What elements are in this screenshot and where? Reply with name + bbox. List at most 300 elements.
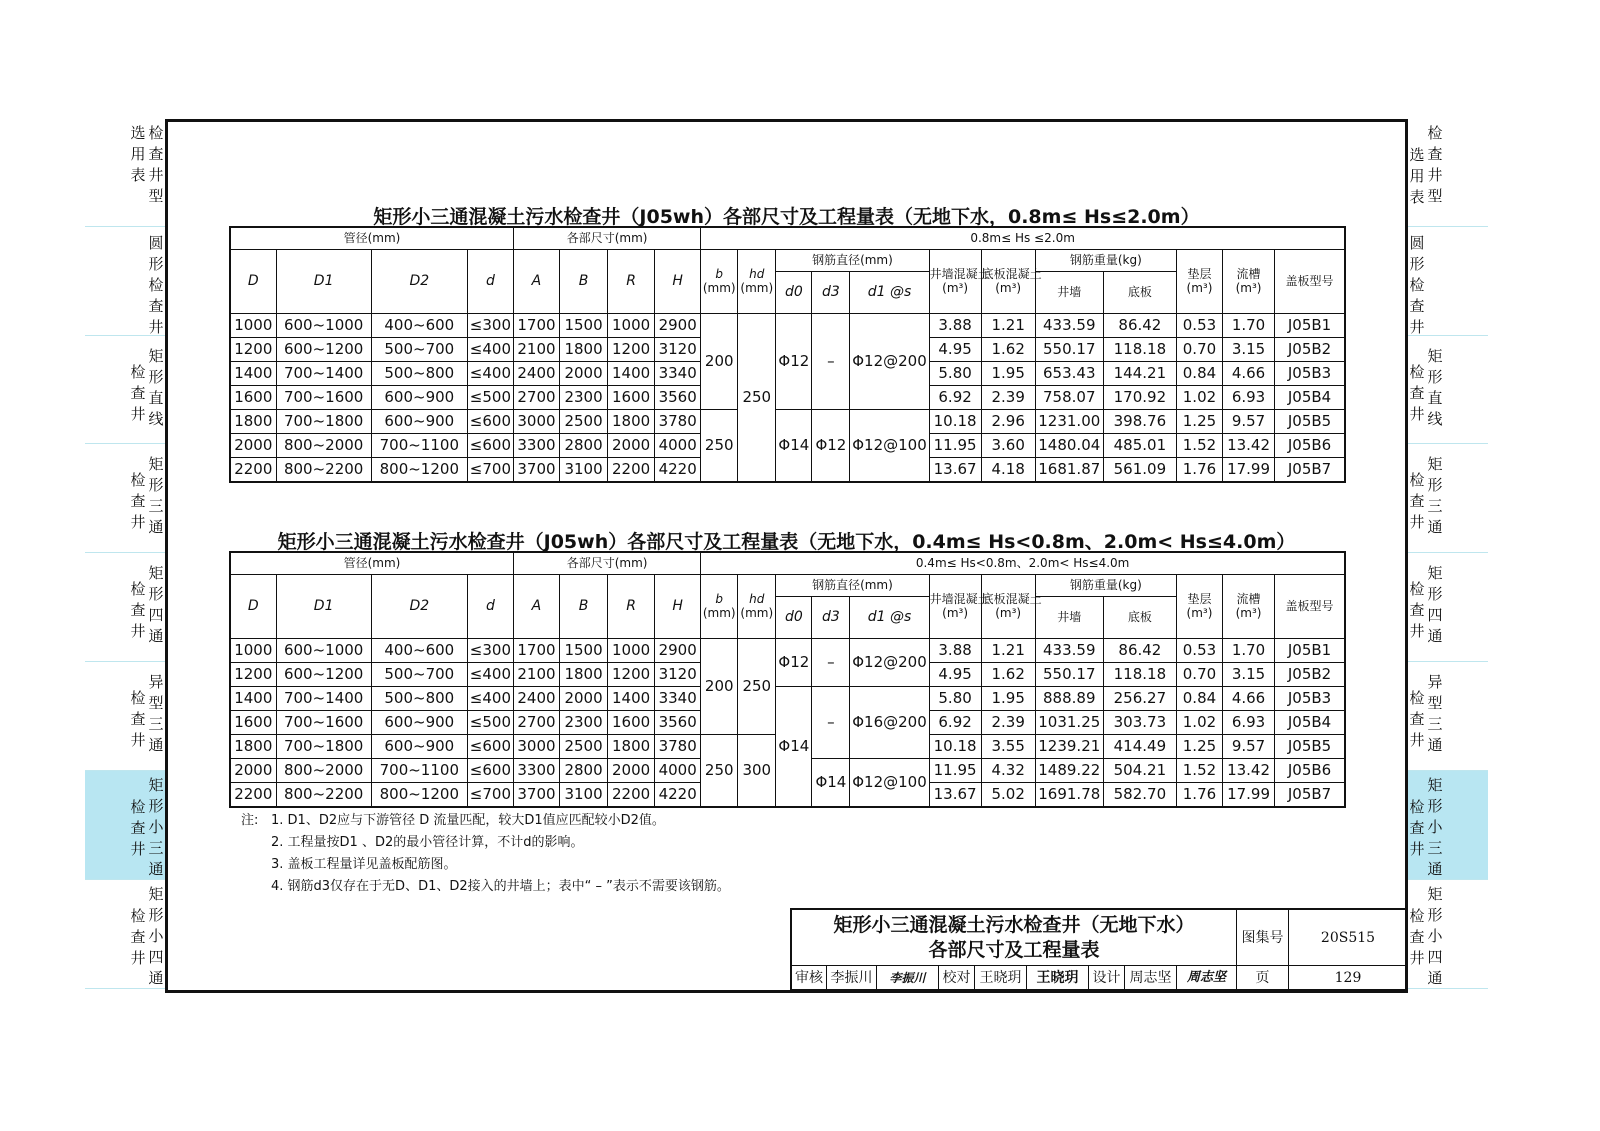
table-cell: 3780 <box>655 409 701 433</box>
table-cell: 3000 <box>513 734 559 758</box>
table-cell: 500~800 <box>371 361 467 385</box>
table-cell: 653.43 <box>1035 361 1103 385</box>
table-cell: 6.93 <box>1223 385 1275 409</box>
side-tab-label: 检查井 <box>1409 580 1425 640</box>
table-cell: 700~1800 <box>276 734 371 758</box>
table-cell: J05B2 <box>1275 662 1345 686</box>
table-cell: 1000 <box>230 313 276 337</box>
table-cell: 4000 <box>655 758 701 782</box>
header-size-group: 各部尺寸(mm) <box>513 227 700 249</box>
table-cell: 3700 <box>513 457 559 482</box>
table-cell: 3.15 <box>1223 662 1275 686</box>
table-cell: ≤400 <box>467 337 513 361</box>
title-block <box>790 908 1408 990</box>
d3-cell: – <box>812 686 850 758</box>
d1s-cell: Φ12@200 <box>850 313 929 409</box>
d0-cell: Φ12 <box>776 638 812 686</box>
d0-cell: Φ12 <box>776 313 812 409</box>
table2-title: 矩形小三通混凝土污水检查井（J05wh）各部尺寸及工程量表（无地下水，0.4m≤ Hs<0.8m、2.0m< Hs≤4.0m） <box>277 531 1296 553</box>
table-cell: 170.92 <box>1103 385 1176 409</box>
table-cell: ≤400 <box>467 662 513 686</box>
table-cell: 433.59 <box>1035 313 1103 337</box>
side-tab-right-selection[interactable] <box>1408 119 1488 227</box>
drawing-frame <box>165 119 1408 993</box>
table-cell: 1700 <box>513 313 559 337</box>
header-range: 0.4m≤ Hs<0.8m、2.0m< Hs≤4.0m <box>701 552 1345 574</box>
table-cell: J05B2 <box>1275 337 1345 361</box>
header-d0: d0 <box>776 596 812 638</box>
table-cell: 17.99 <box>1223 457 1275 482</box>
d1s-cell: Φ12@200 <box>850 638 929 686</box>
table-cell: 86.42 <box>1103 313 1176 337</box>
table-cell: ≤400 <box>467 361 513 385</box>
table-cell: 4.66 <box>1223 361 1275 385</box>
table-cell: 800~1200 <box>371 782 467 807</box>
side-tab-right-cross[interactable] <box>1408 553 1488 662</box>
hd-cell: 300 <box>738 734 776 807</box>
side-tab-label: 检查井 <box>1409 363 1425 423</box>
checker-signature: 王晓玥 <box>1027 966 1089 990</box>
header-rw-wall: 井墙 <box>1035 596 1103 638</box>
table-cell: 256.27 <box>1103 686 1176 710</box>
table-cell: 2700 <box>513 385 559 409</box>
header-rebar-dia: 钢筋直径(mm) <box>776 249 929 271</box>
table-cell: 400~600 <box>371 313 467 337</box>
table-cell: 3.60 <box>981 433 1035 457</box>
reviewer-signature: 李振川 <box>877 966 939 990</box>
side-tab-label: 矩形直线 <box>148 347 164 428</box>
table-cell: 800~2200 <box>276 782 371 807</box>
header-A: A <box>513 249 559 313</box>
hd-cell: 250 <box>738 638 776 734</box>
table-cell: 2500 <box>560 734 608 758</box>
table-cell: 582.70 <box>1103 782 1176 807</box>
table-cell: 4220 <box>655 457 701 482</box>
note-item: 3. 盖板工程量详见盖板配筋图。 <box>271 857 457 872</box>
header-H: H <box>655 249 701 313</box>
checker-name: 王晓玥 <box>975 966 1027 990</box>
table-cell: 1000 <box>608 638 655 662</box>
side-tab-label: 检查井 <box>130 798 146 858</box>
table-cell: J05B3 <box>1275 686 1345 710</box>
header-hd: hd (mm) <box>738 574 776 638</box>
table-cell: J05B1 <box>1275 313 1345 337</box>
table-cell: 2000 <box>230 433 276 457</box>
table-cell: 888.89 <box>1035 686 1103 710</box>
table-cell: 500~700 <box>371 337 467 361</box>
table-cell: 1600 <box>608 385 655 409</box>
table-cell: 1400 <box>230 686 276 710</box>
header-R: R <box>608 574 655 638</box>
table-cell: 414.49 <box>1103 734 1176 758</box>
header-cover: 盖板型号 <box>1275 574 1345 638</box>
table-row <box>230 313 1345 337</box>
table-cell: 6.93 <box>1223 710 1275 734</box>
table-cell: 3.88 <box>929 638 981 662</box>
d3-cell: – <box>812 313 850 409</box>
table-cell: 10.18 <box>929 734 981 758</box>
table-cell: 1.62 <box>981 337 1035 361</box>
side-tab-label: 矩形四通 <box>1427 564 1443 645</box>
table1 <box>229 226 1346 483</box>
b-cell: 250 <box>701 734 738 807</box>
table-cell: 2.39 <box>981 710 1035 734</box>
table-cell: 0.70 <box>1176 662 1222 686</box>
d3-cell: Φ12 <box>812 409 850 482</box>
header-rw-base: 底板 <box>1103 596 1176 638</box>
table-cell: ≤600 <box>467 409 513 433</box>
note-item: 4. 钢筋d3仅存在于无D、D1、D2接入的井墙上；表中“ – ”表示不需要该钢筋。 <box>271 879 730 894</box>
table-cell: 0.84 <box>1176 686 1222 710</box>
table-cell: 1.95 <box>981 361 1035 385</box>
header-rebar-dia: 钢筋直径(mm) <box>776 574 929 596</box>
hd-cell: 250 <box>738 313 776 482</box>
table-cell: 600~1200 <box>276 337 371 361</box>
header-cushion: 垫层 (m³) <box>1176 249 1222 313</box>
table-cell: 2200 <box>608 457 655 482</box>
table-cell: 2500 <box>560 409 608 433</box>
table-cell: 3560 <box>655 710 701 734</box>
note-item: 1. D1、D2应与下游管径 D 流量匹配，较大D1值应匹配较小D2值。 <box>271 813 665 828</box>
table-cell: 1.52 <box>1176 433 1222 457</box>
side-tab-left-small-cross[interactable] <box>85 880 165 989</box>
table-cell: 2000 <box>608 433 655 457</box>
notes-label: 注: <box>241 813 259 828</box>
side-tab-label: 矩形直线 <box>1427 347 1443 428</box>
side-tab-label: 矩形小四通 <box>1427 885 1443 987</box>
side-tab-left-selection[interactable] <box>85 119 165 227</box>
side-tab-left-special[interactable] <box>85 662 165 771</box>
table-cell: 600~1000 <box>276 313 371 337</box>
side-tab-label: 选用表 <box>130 124 146 184</box>
table-cell: 6.92 <box>929 385 981 409</box>
table-cell: 9.57 <box>1223 734 1275 758</box>
side-tab-right-round[interactable] <box>1408 227 1488 336</box>
b-cell: 250 <box>701 409 738 482</box>
table-cell: 1800 <box>230 734 276 758</box>
d1s-cell: Φ12@100 <box>850 409 929 482</box>
table-cell: 2700 <box>513 710 559 734</box>
table-cell: 1200 <box>608 337 655 361</box>
table-cell: 1.21 <box>981 313 1035 337</box>
table-cell: 1800 <box>608 734 655 758</box>
table-cell: J05B5 <box>1275 409 1345 433</box>
header-channel: 流槽 (m³) <box>1223 574 1275 638</box>
table-cell: 600~900 <box>371 734 467 758</box>
table-cell: 2400 <box>513 686 559 710</box>
table-cell: 4000 <box>655 433 701 457</box>
table-cell: 4.95 <box>929 337 981 361</box>
table-cell: 550.17 <box>1035 337 1103 361</box>
table-cell: 800~1200 <box>371 457 467 482</box>
table-cell: 4220 <box>655 782 701 807</box>
side-tab-label: 检查井 <box>130 363 146 423</box>
designer-signature: 周志坚 <box>1177 966 1237 990</box>
header-rebar-weight: 钢筋重量(kg) <box>1035 574 1176 596</box>
table-cell: J05B4 <box>1275 710 1345 734</box>
side-tab-label: 矩形三通 <box>1427 455 1443 536</box>
table1-title: 矩形小三通混凝土污水检查井（J05wh）各部尺寸及工程量表（无地下水，0.8m≤ Hs≤2.0m） <box>373 206 1200 228</box>
table-cell: 2100 <box>513 337 559 361</box>
table-cell: 2.39 <box>981 385 1035 409</box>
review-label: 审核 <box>792 966 827 990</box>
header-d1s: d1 @s <box>850 271 929 313</box>
side-tab-label: 选用表 <box>1409 146 1425 206</box>
table-cell: 1800 <box>230 409 276 433</box>
table-cell: 1400 <box>608 361 655 385</box>
side-tab-left-small-tee[interactable] <box>85 771 165 880</box>
header-d: d <box>467 574 513 638</box>
table-cell: 2300 <box>560 710 608 734</box>
header-d3: d3 <box>812 271 850 313</box>
side-tab-left-cross[interactable] <box>85 553 165 662</box>
table-cell: 433.59 <box>1035 638 1103 662</box>
table-cell: J05B6 <box>1275 433 1345 457</box>
d1s-cell: Φ16@200 <box>850 686 929 758</box>
table-cell: 118.18 <box>1103 662 1176 686</box>
header-range: 0.8m≤ Hs ≤2.0m <box>701 227 1345 249</box>
header-base-conc: 底板混凝土 (m³) <box>981 574 1035 638</box>
table-cell: 118.18 <box>1103 337 1176 361</box>
table-cell: 600~900 <box>371 409 467 433</box>
side-tab-right-small-cross[interactable] <box>1408 880 1488 989</box>
table-cell: 2900 <box>655 638 701 662</box>
header-D1: D1 <box>276 249 371 313</box>
side-tab-left-round[interactable] <box>85 227 165 336</box>
side-tab-label: 检查井型 <box>1427 124 1443 205</box>
header-D: D <box>230 249 276 313</box>
table-cell: 700~1400 <box>276 686 371 710</box>
table-cell: 5.80 <box>929 686 981 710</box>
table-cell: 1200 <box>230 337 276 361</box>
table-cell: 1031.25 <box>1035 710 1103 734</box>
table-cell: 0.70 <box>1176 337 1222 361</box>
table-cell: 13.42 <box>1223 758 1275 782</box>
header-pipe-group: 管径(mm) <box>230 552 513 574</box>
table-cell: 2.96 <box>981 409 1035 433</box>
table-cell: 1700 <box>513 638 559 662</box>
header-cushion: 垫层 (m³) <box>1176 574 1222 638</box>
table-cell: J05B7 <box>1275 782 1345 807</box>
header-B: B <box>560 574 608 638</box>
table-cell: 2200 <box>608 782 655 807</box>
table-cell: 1.25 <box>1176 734 1222 758</box>
table-cell: 400~600 <box>371 638 467 662</box>
table-cell: 0.53 <box>1176 313 1222 337</box>
notes <box>243 810 730 898</box>
table-cell: 13.67 <box>929 457 981 482</box>
table-cell: 1600 <box>230 385 276 409</box>
table-cell: 303.73 <box>1103 710 1176 734</box>
side-tab-right-straight[interactable] <box>1408 336 1488 444</box>
table-cell: ≤600 <box>467 433 513 457</box>
table-cell: 3000 <box>513 409 559 433</box>
table-cell: 800~2000 <box>276 433 371 457</box>
table-cell: 1.70 <box>1223 313 1275 337</box>
table-cell: ≤500 <box>467 710 513 734</box>
table-cell: ≤600 <box>467 758 513 782</box>
table-cell: 700~1100 <box>371 758 467 782</box>
table-cell: 2000 <box>230 758 276 782</box>
table-cell: 1.21 <box>981 638 1035 662</box>
page-number: 129 <box>1289 966 1408 990</box>
side-tab-label: 矩形小三通 <box>148 776 164 878</box>
header-D1: D1 <box>276 574 371 638</box>
d0-cell: Φ14 <box>776 409 812 482</box>
header-A: A <box>513 574 559 638</box>
table-cell: 3.88 <box>929 313 981 337</box>
header-d: d <box>467 249 513 313</box>
table-cell: J05B3 <box>1275 361 1345 385</box>
header-rw-wall: 井墙 <box>1035 271 1103 313</box>
table-cell: J05B6 <box>1275 758 1345 782</box>
side-tab-label: 检查井 <box>1409 471 1425 531</box>
table-cell: 2800 <box>560 433 608 457</box>
table-cell: 1.52 <box>1176 758 1222 782</box>
table-cell: ≤700 <box>467 782 513 807</box>
table-cell: 0.84 <box>1176 361 1222 385</box>
header-B: B <box>560 249 608 313</box>
table-cell: 3.15 <box>1223 337 1275 361</box>
table-cell: 3100 <box>560 782 608 807</box>
table-cell: 700~1800 <box>276 409 371 433</box>
table-cell: 758.07 <box>1035 385 1103 409</box>
table-cell: 398.76 <box>1103 409 1176 433</box>
table-cell: 3340 <box>655 361 701 385</box>
table-cell: J05B1 <box>1275 638 1345 662</box>
table-cell: 1800 <box>560 662 608 686</box>
table-cell: 144.21 <box>1103 361 1176 385</box>
table-cell: 4.66 <box>1223 686 1275 710</box>
header-H: H <box>655 574 701 638</box>
table-cell: 504.21 <box>1103 758 1176 782</box>
side-tab-label: 圆形检查井 <box>148 234 164 336</box>
table-cell: 3300 <box>513 758 559 782</box>
header-wall-conc: 井墙混凝土 (m³) <box>929 574 981 638</box>
table-cell: 500~800 <box>371 686 467 710</box>
table-row <box>230 638 1345 662</box>
side-tab-label: 检查井 <box>130 907 146 967</box>
table-cell: 1400 <box>608 686 655 710</box>
side-tab-left-tee[interactable] <box>85 444 165 553</box>
table-cell: 700~1400 <box>276 361 371 385</box>
table-cell: ≤600 <box>467 734 513 758</box>
side-tab-label: 检查井 <box>130 689 146 749</box>
table-cell: 6.92 <box>929 710 981 734</box>
side-tab-label: 矩形小四通 <box>148 885 164 987</box>
side-tab-label: 检查井型 <box>148 124 164 205</box>
table-cell: 10.18 <box>929 409 981 433</box>
table-cell: 1489.22 <box>1035 758 1103 782</box>
table-cell: 3700 <box>513 782 559 807</box>
header-size-group: 各部尺寸(mm) <box>513 552 700 574</box>
header-wall-conc: 井墙混凝土 (m³) <box>929 249 981 313</box>
table-cell: 3.55 <box>981 734 1035 758</box>
table-cell: 1.76 <box>1176 782 1222 807</box>
table-cell: 11.95 <box>929 758 981 782</box>
header-R: R <box>608 249 655 313</box>
side-tab-right-small-tee[interactable] <box>1408 771 1488 880</box>
table-cell: 1.95 <box>981 686 1035 710</box>
table-cell: 3120 <box>655 662 701 686</box>
table-cell: 4.32 <box>981 758 1035 782</box>
table-cell: 1691.78 <box>1035 782 1103 807</box>
header-base-conc: 底板混凝土 (m³) <box>981 249 1035 313</box>
side-tab-left-straight[interactable] <box>85 336 165 444</box>
table-cell: 1200 <box>230 662 276 686</box>
designer-name: 周志坚 <box>1125 966 1177 990</box>
table-cell: 1000 <box>608 313 655 337</box>
table-cell: 3100 <box>560 457 608 482</box>
d0-cell: Φ14 <box>776 686 812 807</box>
table-cell: 1.76 <box>1176 457 1222 482</box>
side-tab-label: 圆形检查井 <box>1409 234 1425 336</box>
table-cell: 700~1600 <box>276 385 371 409</box>
table-cell: 1200 <box>608 662 655 686</box>
table-cell: 2800 <box>560 758 608 782</box>
side-tab-label: 矩形三通 <box>148 455 164 536</box>
table-cell: 5.02 <box>981 782 1035 807</box>
table-cell: 2200 <box>230 457 276 482</box>
drawing-title: 矩形小三通混凝土污水检查井（无地下水） 各部尺寸及工程量表 <box>792 910 1237 966</box>
table-cell: 1480.04 <box>1035 433 1103 457</box>
table-cell: 1500 <box>560 313 608 337</box>
table-cell: 11.95 <box>929 433 981 457</box>
b-cell: 200 <box>701 313 738 409</box>
side-tab-label: 矩形小三通 <box>1427 776 1443 878</box>
table-cell: 561.09 <box>1103 457 1176 482</box>
table-cell: 1500 <box>560 638 608 662</box>
side-tab-right-special[interactable] <box>1408 662 1488 771</box>
check-label: 校对 <box>939 966 975 990</box>
header-D2: D2 <box>371 249 467 313</box>
table-cell: 485.01 <box>1103 433 1176 457</box>
header-b: b (mm) <box>701 249 738 313</box>
table-cell: 1800 <box>608 409 655 433</box>
b-cell: 200 <box>701 638 738 734</box>
table-cell: 9.57 <box>1223 409 1275 433</box>
table-cell: 2900 <box>655 313 701 337</box>
table-cell: 1.02 <box>1176 385 1222 409</box>
table-cell: 1.70 <box>1223 638 1275 662</box>
side-tab-right-tee[interactable] <box>1408 444 1488 553</box>
header-D2: D2 <box>371 574 467 638</box>
table-cell: 600~1000 <box>276 638 371 662</box>
table-cell: 1400 <box>230 361 276 385</box>
header-d3: d3 <box>812 596 850 638</box>
page-label: 页 <box>1237 966 1289 990</box>
table-cell: 2100 <box>513 662 559 686</box>
table-cell: 3300 <box>513 433 559 457</box>
side-tab-label: 检查井 <box>130 471 146 531</box>
atlas-label: 图集号 <box>1237 910 1289 966</box>
table-cell: ≤400 <box>467 686 513 710</box>
table-cell: 1800 <box>560 337 608 361</box>
header-rw-base: 底板 <box>1103 271 1176 313</box>
table-cell: 600~900 <box>371 710 467 734</box>
table-cell: 3560 <box>655 385 701 409</box>
table-cell: 2000 <box>560 361 608 385</box>
table-cell: 3340 <box>655 686 701 710</box>
table-cell: 1000 <box>230 638 276 662</box>
table-cell: 17.99 <box>1223 782 1275 807</box>
table-cell: 0.53 <box>1176 638 1222 662</box>
header-cover: 盖板型号 <box>1275 249 1345 313</box>
table-row <box>230 409 1345 433</box>
table-cell: 13.67 <box>929 782 981 807</box>
table-cell: 4.18 <box>981 457 1035 482</box>
table-cell: 4.95 <box>929 662 981 686</box>
